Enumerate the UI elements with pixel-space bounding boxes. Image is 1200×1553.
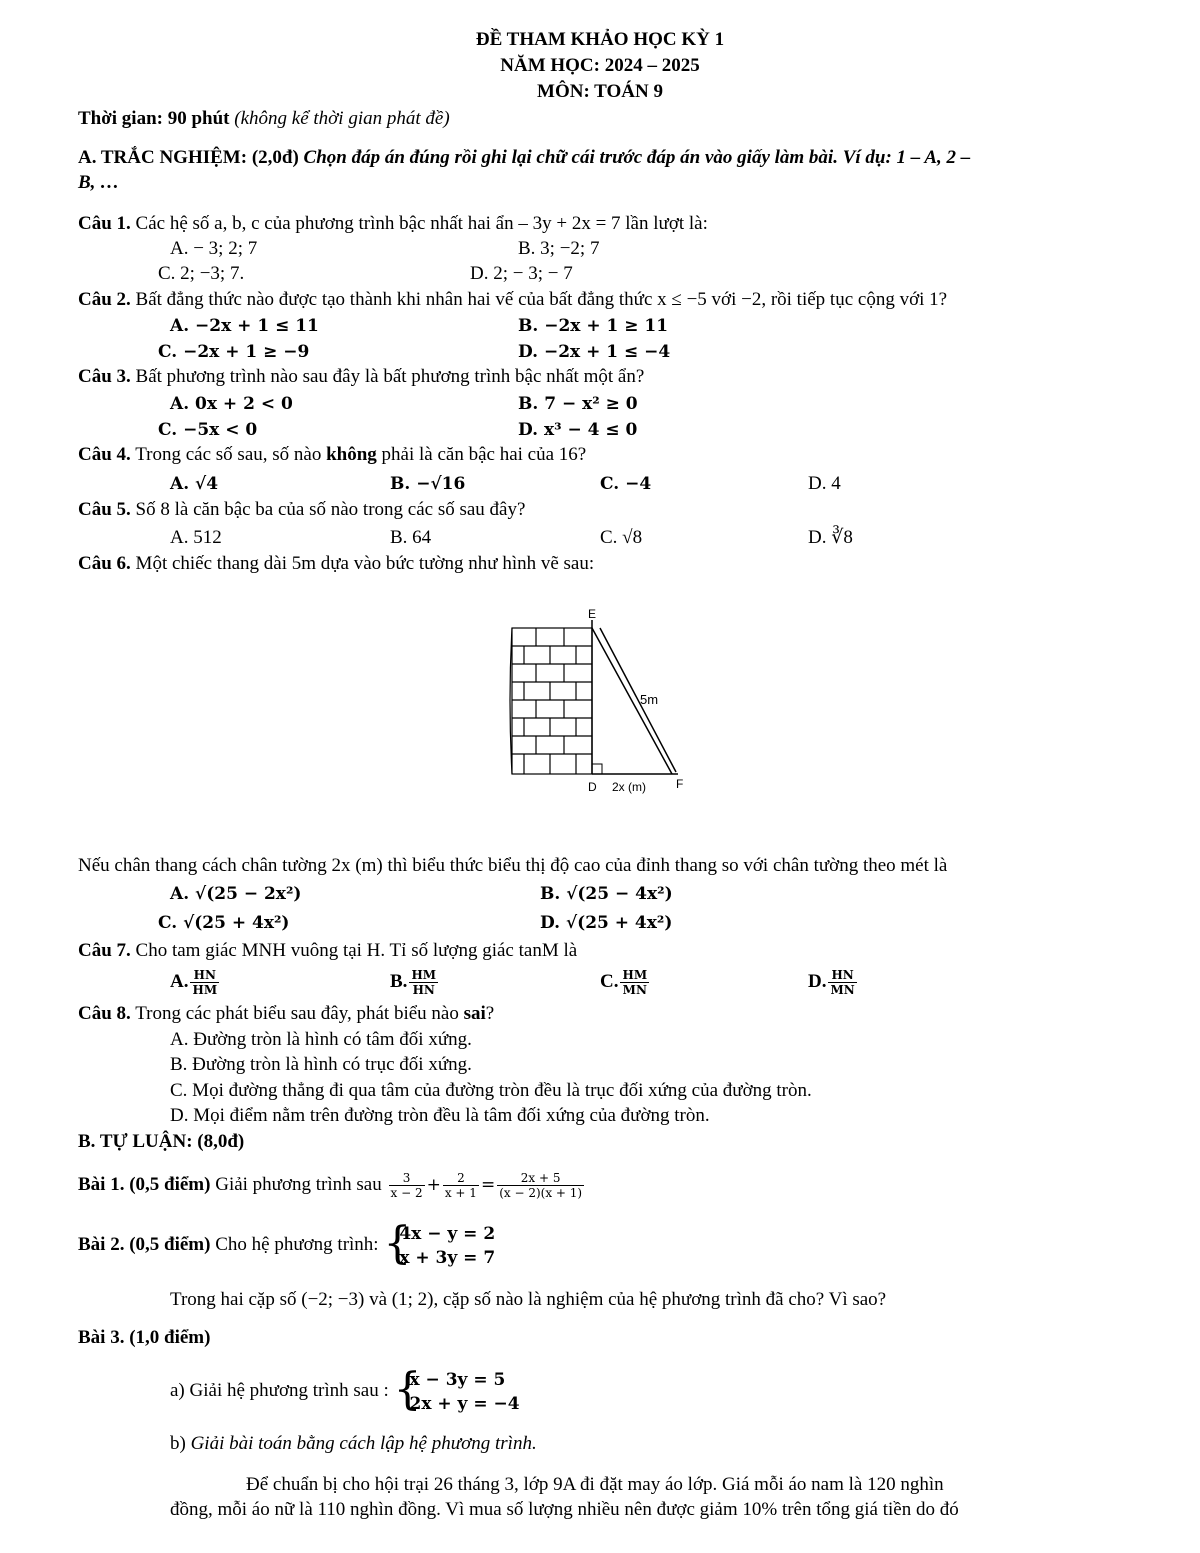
question-label: Câu 6. [78, 553, 131, 574]
brace-icon: { [393, 1363, 422, 1415]
subject: MÔN: TOÁN 9 [537, 81, 663, 102]
numerator: HM [622, 968, 648, 982]
exercise-label: Bài 1. (0,5 điểm) [78, 1174, 211, 1195]
plus-sign: + [426, 1175, 441, 1195]
ladder [592, 620, 678, 774]
q2-option-d: D. −2x + 1 ≤ −4 [518, 342, 671, 362]
question-text: Bất phương trình nào sau đây là bất phương trình bậc nhất một ẩn? [135, 366, 645, 387]
q7-option-d [808, 968, 859, 997]
figure-label-f: F [676, 777, 684, 791]
question-label: Câu 5. [78, 499, 131, 520]
question-7 [78, 939, 577, 963]
q1-option-a: A. − 3; 2; 7 [170, 238, 258, 259]
q8-option-c: C. Mọi đường thẳng đi qua tâm của đường tròn đều là trục đối xứng của đường tròn. [170, 1080, 812, 1101]
q2-option-b: B. −2x + 1 ≥ 11 [518, 316, 669, 336]
q4-option-b: B. −√16 [390, 474, 466, 494]
q3-option-a: A. 0x + 2 < 0 [170, 394, 293, 414]
q5-option-b: B. 64 [390, 527, 432, 548]
q7-option-b [390, 968, 440, 997]
figure-label-base: 2x (m) [612, 780, 646, 794]
question-text-emphasis: sai [463, 1003, 486, 1024]
question-label: Câu 4. [78, 444, 131, 465]
part-a-instruction-cont: B, … [78, 172, 120, 193]
q6-followup: Nếu chân thang cách chân tường 2x (m) thì biểu thức biểu thị độ cao của đỉnh thang so với chân tường theo mét là [78, 855, 948, 876]
question-label: Câu 3. [78, 366, 131, 387]
q5-option-d: D. ∛8 [808, 527, 853, 548]
denominator: x + 1 [444, 1186, 477, 1201]
option-letter: A. [170, 970, 189, 992]
time-label: Thời gian: 90 phút [78, 108, 230, 129]
denominator: x − 2 [390, 1186, 423, 1201]
exercise-3a [170, 1363, 520, 1416]
time-note: (không kể thời gian phát đề) [234, 108, 450, 129]
question-text: Một chiếc thang dài 5m dựa vào bức tường như hình vẽ sau: [135, 553, 595, 574]
fraction [620, 968, 649, 997]
exercise-3b [170, 1432, 537, 1456]
q4-option-d: D. 4 [808, 473, 841, 494]
question-2 [78, 288, 947, 312]
q4-option-c: C. −4 [600, 474, 652, 494]
equation-2: 2x + y = −4 [409, 1393, 520, 1414]
question-8 [78, 1002, 494, 1026]
part-a-instruction: Chọn đáp án đúng rồi ghi lại chữ cái trước đáp án vào giấy làm bài. Ví dụ: 1 – A, 2 – [303, 147, 971, 168]
figure-label-e: E [588, 607, 597, 621]
brick-wall [510, 628, 592, 774]
q1-option-d: D. 2; − 3; − 7 [470, 263, 573, 284]
fraction-3 [497, 1171, 584, 1200]
question-5 [78, 498, 525, 522]
equation-1: x − 3y = 5 [409, 1369, 506, 1390]
q6-option-c: C. √(25 + 4x²) [158, 913, 290, 933]
denominator: HM [192, 983, 218, 997]
part-a-line [78, 146, 970, 170]
exercise-label: Bài 2. (0,5 điểm) [78, 1234, 211, 1255]
exercise-3b-paragraph-2: đồng, mỗi áo nữ là 110 nghìn đồng. Vì mua số lượng nhiều nên được giảm 10% trên tổng giá tiền do đó [170, 1499, 959, 1520]
equation-system [383, 1217, 496, 1270]
exam-title: ĐỀ THAM KHẢO HỌC KỲ 1 [475, 29, 725, 50]
fraction-2 [443, 1171, 479, 1200]
q8-option-b: B. Đường tròn là hình có trục đối xứng. [170, 1054, 472, 1075]
exercise-3b-paragraph-1: Để chuẩn bị cho hội trại 26 tháng 3, lớp 9A đi đặt may áo lớp. Giá mỗi áo nam là 120 nghìn [246, 1474, 944, 1495]
q5-option-c: C. √8 [600, 527, 643, 548]
exercise-1 [78, 1170, 586, 1200]
question-label: Câu 1. [78, 213, 131, 234]
numerator: 2x + 5 [497, 1171, 584, 1186]
school-year: NĂM HỌC: 2024 – 2025 [500, 55, 700, 76]
question-text: Số 8 là căn bậc ba của số nào trong các số sau đây? [135, 499, 526, 520]
q8-option-a: A. Đường tròn là hình có tâm đối xứng. [170, 1029, 472, 1050]
time-line [78, 107, 450, 131]
ladder-wall-figure [500, 600, 700, 800]
q6-option-d: D. √(25 + 4x²) [540, 913, 673, 933]
denominator: HN [412, 983, 435, 997]
exercise-3b-text: Giải bài toán bằng cách lập hệ phương trình. [190, 1433, 537, 1454]
question-4 [78, 443, 586, 467]
brace-icon: { [383, 1217, 412, 1269]
part-b-heading: B. TỰ LUẬN: (8,0đ) [78, 1131, 245, 1152]
q8-option-d: D. Mọi điểm nằm trên đường tròn đều là tâm đối xứng của đường tròn. [170, 1105, 710, 1126]
exercise-3b-label: b) [170, 1433, 186, 1454]
denominator: (x − 2)(x + 1) [499, 1186, 583, 1201]
q1-option-c: C. 2; −3; 7. [158, 263, 245, 284]
numerator: HM [411, 968, 437, 982]
exercise-2-question: Trong hai cặp số (−2; −3) và (1; 2), cặp số nào là nghiệm của hệ phương trình đã cho? Vì sao? [170, 1289, 887, 1310]
q3-option-d: D. x³ − 4 ≤ 0 [518, 420, 638, 440]
exercise-3-label: Bài 3. (1,0 điểm) [78, 1327, 211, 1348]
q7-option-c [600, 968, 651, 997]
figure-label-ladder-length: 5m [640, 692, 659, 707]
question-1 [78, 212, 708, 236]
question-text: Bất đẳng thức nào được tạo thành khi nhân hai vế của bất đẳng thức x ≤ −5 với −2, rồi tiếp tục cộng với 1? [135, 289, 948, 310]
fraction [828, 968, 856, 997]
question-3 [78, 365, 644, 389]
option-letter: C. [600, 970, 619, 992]
exercise-text: Cho hệ phương trình: [215, 1234, 379, 1255]
q1-option-b: B. 3; −2; 7 [518, 238, 600, 259]
numerator: 3 [389, 1171, 425, 1186]
q4-option-a: A. √4 [170, 474, 219, 494]
question-text-a: Trong các số sau, số nào [135, 444, 322, 465]
equals-sign: = [480, 1175, 496, 1195]
q5-option-a: A. 512 [170, 527, 222, 548]
question-text-b: phải là căn bậc hai của 16? [381, 444, 587, 465]
q7-option-a [170, 968, 221, 997]
fraction [409, 968, 438, 997]
equation-system [393, 1363, 520, 1416]
exercise-text: Giải phương trình sau [215, 1174, 382, 1195]
question-label: Câu 2. [78, 289, 131, 310]
q6-option-a: A. √(25 − 2x²) [170, 884, 302, 904]
q3-option-b: B. 7 − x² ≥ 0 [518, 394, 638, 414]
numerator: HN [828, 968, 856, 983]
q2-option-a: A. −2x + 1 ≤ 11 [170, 316, 319, 336]
fraction-1 [389, 1171, 425, 1200]
question-text-emphasis: không [326, 444, 377, 465]
denominator: MN [830, 983, 855, 997]
numerator: HN [190, 968, 219, 983]
numerator: 2 [443, 1171, 479, 1186]
question-text-b: ? [485, 1003, 495, 1024]
denominator: MN [622, 983, 647, 997]
question-label: Câu 7. [78, 940, 131, 961]
figure-label-d: D [588, 780, 597, 794]
question-text: Cho tam giác MNH vuông tại H. Tỉ số lượng giác tanM là [135, 940, 578, 961]
q3-option-c: C. −5x < 0 [158, 420, 258, 440]
exercise-2 [78, 1217, 496, 1270]
question-text-a: Trong các phát biểu sau đây, phát biểu nào [135, 1003, 459, 1024]
equation-2: x + 3y = 7 [399, 1247, 496, 1268]
equation-1: 4x − y = 2 [399, 1223, 496, 1244]
q2-option-c: C. −2x + 1 ≥ −9 [158, 342, 310, 362]
question-label: Câu 8. [78, 1003, 131, 1024]
option-letter: D. [808, 970, 827, 992]
exercise-3a-text: a) Giải hệ phương trình sau : [170, 1380, 389, 1401]
question-6 [78, 552, 594, 576]
question-text: Các hệ số a, b, c của phương trình bậc nhất hai ẩn – 3y + 2x = 7 lần lượt là: [135, 213, 708, 234]
part-a-heading: A. TRẮC NGHIỆM: (2,0đ) [78, 147, 299, 168]
fraction [190, 968, 219, 997]
option-letter: B. [390, 970, 408, 992]
q6-option-b: B. √(25 − 4x²) [540, 884, 673, 904]
